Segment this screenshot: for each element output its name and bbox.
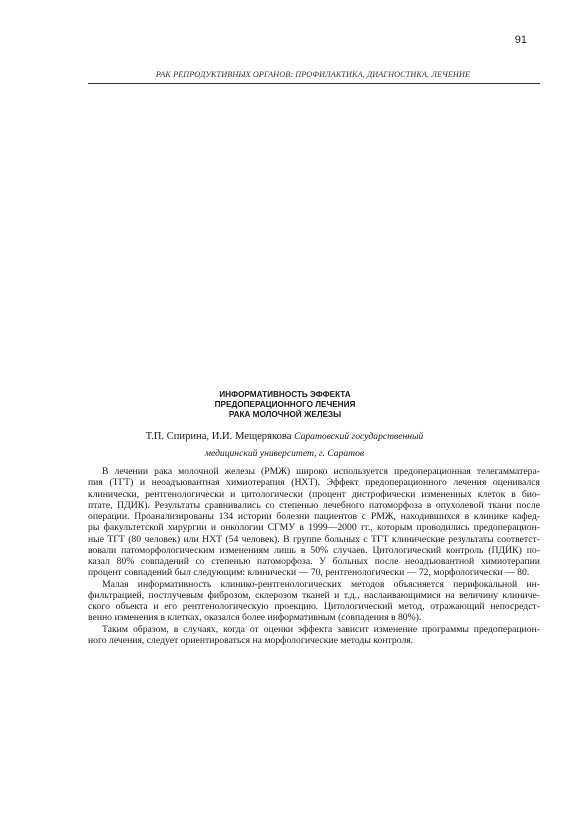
body-line: казал 80% совпадений со степенью патоморфоза. У больных после неоадъювантной химиотерапии [88,556,540,567]
body-line: фильтрацией, постлучевым фиброзом, склерозом тканей и т.д., наслаивающимися на величину клиниче- [88,589,540,601]
body-line: ского объекта и его рентгенологическую проекцию. Цитологический метод, отражающий непосредст- [88,601,540,612]
affiliation-part1: Саратовский государственный [294,431,424,442]
running-head: РАК РЕПРОДУКТИВНЫХ ОРГАНОВ: ПРОФИЛАКТИКА, ДИАГНОСТИКА, ЛЕЧЕНИЕ [155,70,471,79]
body-line: вовали патоморфологическим изменениям лишь в 50% случаев. Цитологический контроль (ПДИК) по- [88,544,540,556]
body-line: Таким образом, в случаях, когда от оценки эффекта зависит изменение программы предоперацион- [102,623,540,635]
article-title-line: ИНФОРМАТИВНОСТЬ ЭФФЕКТА [219,390,351,399]
article-title-line: ПРЕДОПЕРАЦИОННОГО ЛЕЧЕНИЯ [214,400,356,410]
body-line: операции. Проанализированы 134 истории болезни пациентов с РМЖ, находившихся в клинике кафед- [88,511,540,522]
body-line: клинически, рентгенологически и цитологически (процент дистрофически измененных клеток в био- [88,488,540,500]
body-line: ного лечения, следует ориентироваться на морфологические методы контроля. [88,634,414,646]
page-number: 91 [514,34,527,46]
body-line: птате, ПДИК). Результаты сравнивались со степенью лечебного патоморфоза в опухолевой ткани после [88,499,540,511]
affiliation-part2: медицинский университет, г. Саратов [204,448,365,459]
header-rule [88,83,540,84]
body-line: пия (ТГТ) и неоадъювантная химиотерапия (НХТ). Эффект предоперационного лечения оценивался [88,477,540,489]
body-line: ные ТГТ (80 человек) или НХТ (54 человек). В группе больных с ТГТ клинические результаты соответст- [88,533,540,545]
body-line: Малая информативность клинико-рентгенологических методов объясняется перифокальной ин- [102,578,540,590]
article-title [100,390,470,421]
authors: Т.П. Спирина, И.И. Мещерякова [145,431,292,442]
article-body [88,466,540,646]
article-title-line: РАКА МОЛОЧНОЙ ЖЕЛЕЗЫ [228,410,342,420]
authors-line [70,431,499,442]
body-line: В лечении рака молочной железы (РМЖ) широко используется предоперационная телегамматера- [102,466,540,477]
body-line: ры факультетской хирургии и онкологии СГМУ в 1999—2000 гг., которым проводились предоперацион- [88,522,540,534]
body-line: процент совпадений был следующим: клинически — 70, рентгенологически — 72, морфологически — 80. [88,567,530,579]
body-line: венно изменения в клетках, оказался более информативным (совпадения в 80%). [88,612,422,624]
